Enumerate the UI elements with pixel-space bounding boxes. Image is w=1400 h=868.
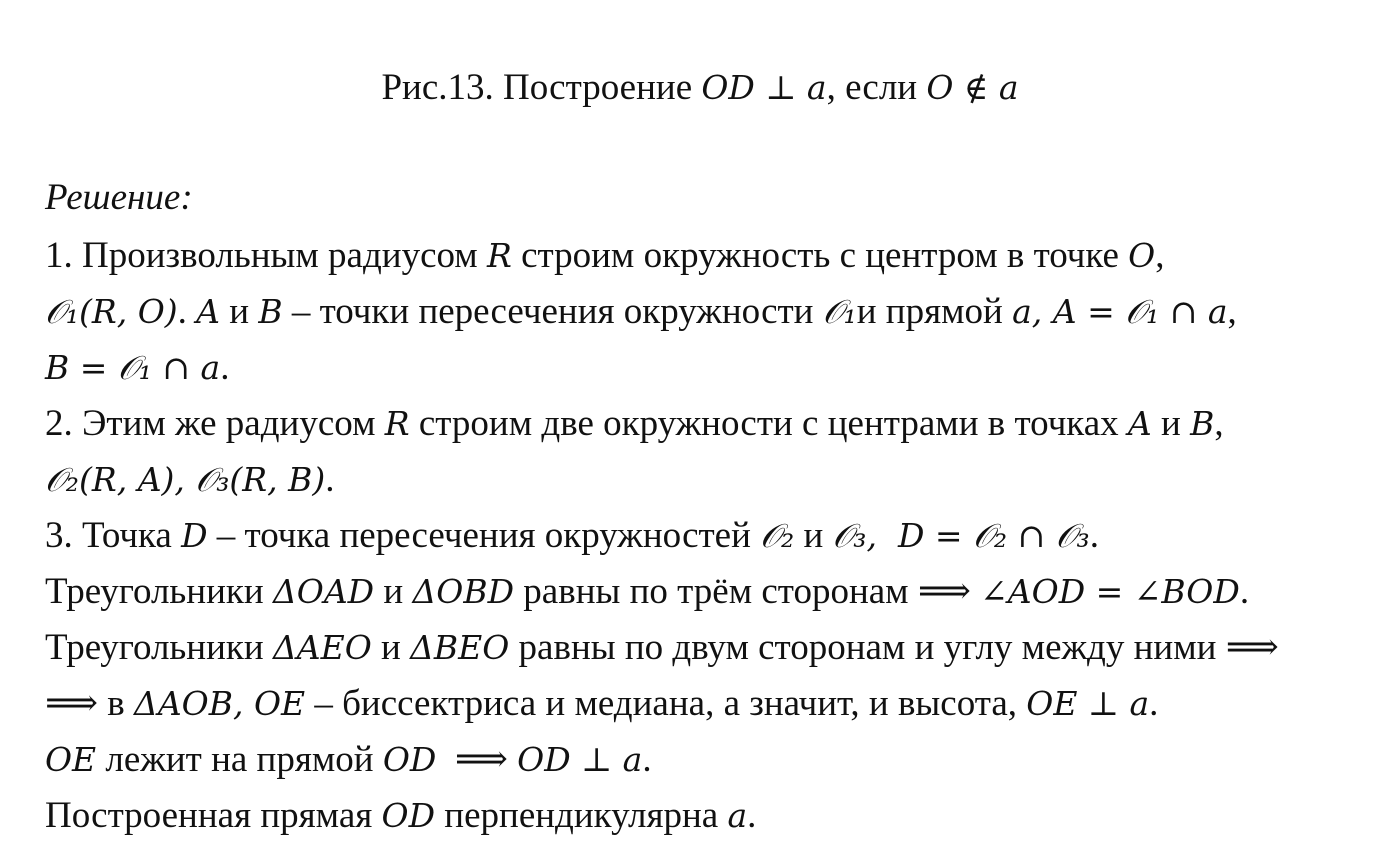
math-expression: 𝒪₁ [822,292,857,331]
math-expression: ΔOBD [412,572,515,611]
caption-prefix: Рис.13. Построение [381,67,702,108]
math-expression: ΔBEO [410,628,510,667]
math-expression: 𝒪₂ [760,516,795,555]
solution-line [45,396,1385,452]
text-segment: . [1239,571,1250,612]
math-expression: OE ⊥ a [1026,684,1150,723]
math-expression: a, A = 𝒪₁ ∩ a [1012,292,1228,331]
text-segment: Построенная прямая [45,795,382,836]
text-segment: – точка пересечения окружностей [207,515,761,556]
math-expression: 𝒪₁(R, O) [45,292,178,331]
text-segment: Треугольники [45,627,273,668]
math-expression: ΔOAD [272,572,375,611]
solution-line [45,228,1385,284]
caption-expr-perpendicular: OD ⊥ a [701,68,827,107]
math-expression: ΔAEO [272,628,372,667]
text-segment: , [1214,403,1224,444]
text-segment: лежит на прямой [96,739,383,780]
text-segment: и [1151,403,1191,444]
solution-line [45,284,1385,340]
math-expression: O [1128,236,1156,275]
solution-line [45,564,1385,620]
math-expression: A [196,292,220,331]
solution-line [45,676,1385,732]
text-segment: – точки пересечения окружности [282,291,823,332]
text-segment: строим две окружности с центрами в точках [409,403,1128,444]
text-segment: , [1227,291,1237,332]
solution-line [45,340,1385,396]
text-segment: и [220,291,259,332]
math-expression: ΔAOB, OE [134,684,306,723]
solution-line [45,452,1385,508]
math-expression: R [384,404,410,443]
solution-line [45,788,1385,844]
math-expression: ∠AOD = ∠BOD [980,572,1240,611]
solution-body [45,228,1385,844]
math-expression: OD [381,796,436,835]
math-expression: D [181,516,208,555]
text-segment: , [1155,235,1165,276]
text-segment: . [642,739,652,780]
text-segment: . [1149,683,1159,724]
math-expression: R [486,236,512,275]
text-segment: ⟹ в [45,683,135,724]
text-segment: . [1089,515,1099,556]
math-expression: a [727,796,748,835]
text-segment: . [747,795,757,836]
caption-middle: , если [826,67,927,108]
math-expression: 𝒪₃, D = 𝒪₂ ∩ 𝒪₃ [832,516,1090,555]
figure-caption [0,62,1400,114]
math-expression: OD [382,740,437,779]
text-segment: 3. Точка [45,515,182,556]
text-segment: строим окружность с центром в точке [511,235,1129,276]
text-segment: . [220,347,230,388]
text-segment: . [325,459,335,500]
text-segment: 2. Этим же радиусом [45,403,385,444]
solution-line [45,620,1385,676]
text-segment: Треугольники [45,571,273,612]
caption-expr-not-in: O ∉ a [926,68,1019,107]
text-segment: перпендикулярна [435,795,728,836]
text-segment: и [794,515,833,556]
solution-line [45,508,1385,564]
text-segment: и [371,627,411,668]
math-expression: OD ⊥ a [517,740,643,779]
text-segment: равны по двум сторонам и углу между ними ⟹ [509,627,1279,668]
text-segment: – биссектриса и медиана, а значит, и высота, [305,683,1027,724]
math-expression: B [1190,404,1215,443]
math-expression: B = 𝒪₁ ∩ a [45,348,221,387]
text-segment: и [374,571,413,612]
math-expression: OE [45,740,97,779]
text-segment: ⟹ [436,739,518,780]
math-expression: B [258,292,283,331]
text-segment: . [177,291,197,332]
solution-heading: Решение: [45,177,193,218]
math-expression: A [1127,404,1152,443]
solution-line [45,732,1385,788]
text-segment: 1. Произвольным радиусом [45,235,487,276]
text-segment: равны по трём сторонам ⟹ [514,571,981,612]
math-expression: 𝒪₂(R, A), 𝒪₃(R, B) [45,460,326,499]
text-segment: и прямой [856,291,1013,332]
